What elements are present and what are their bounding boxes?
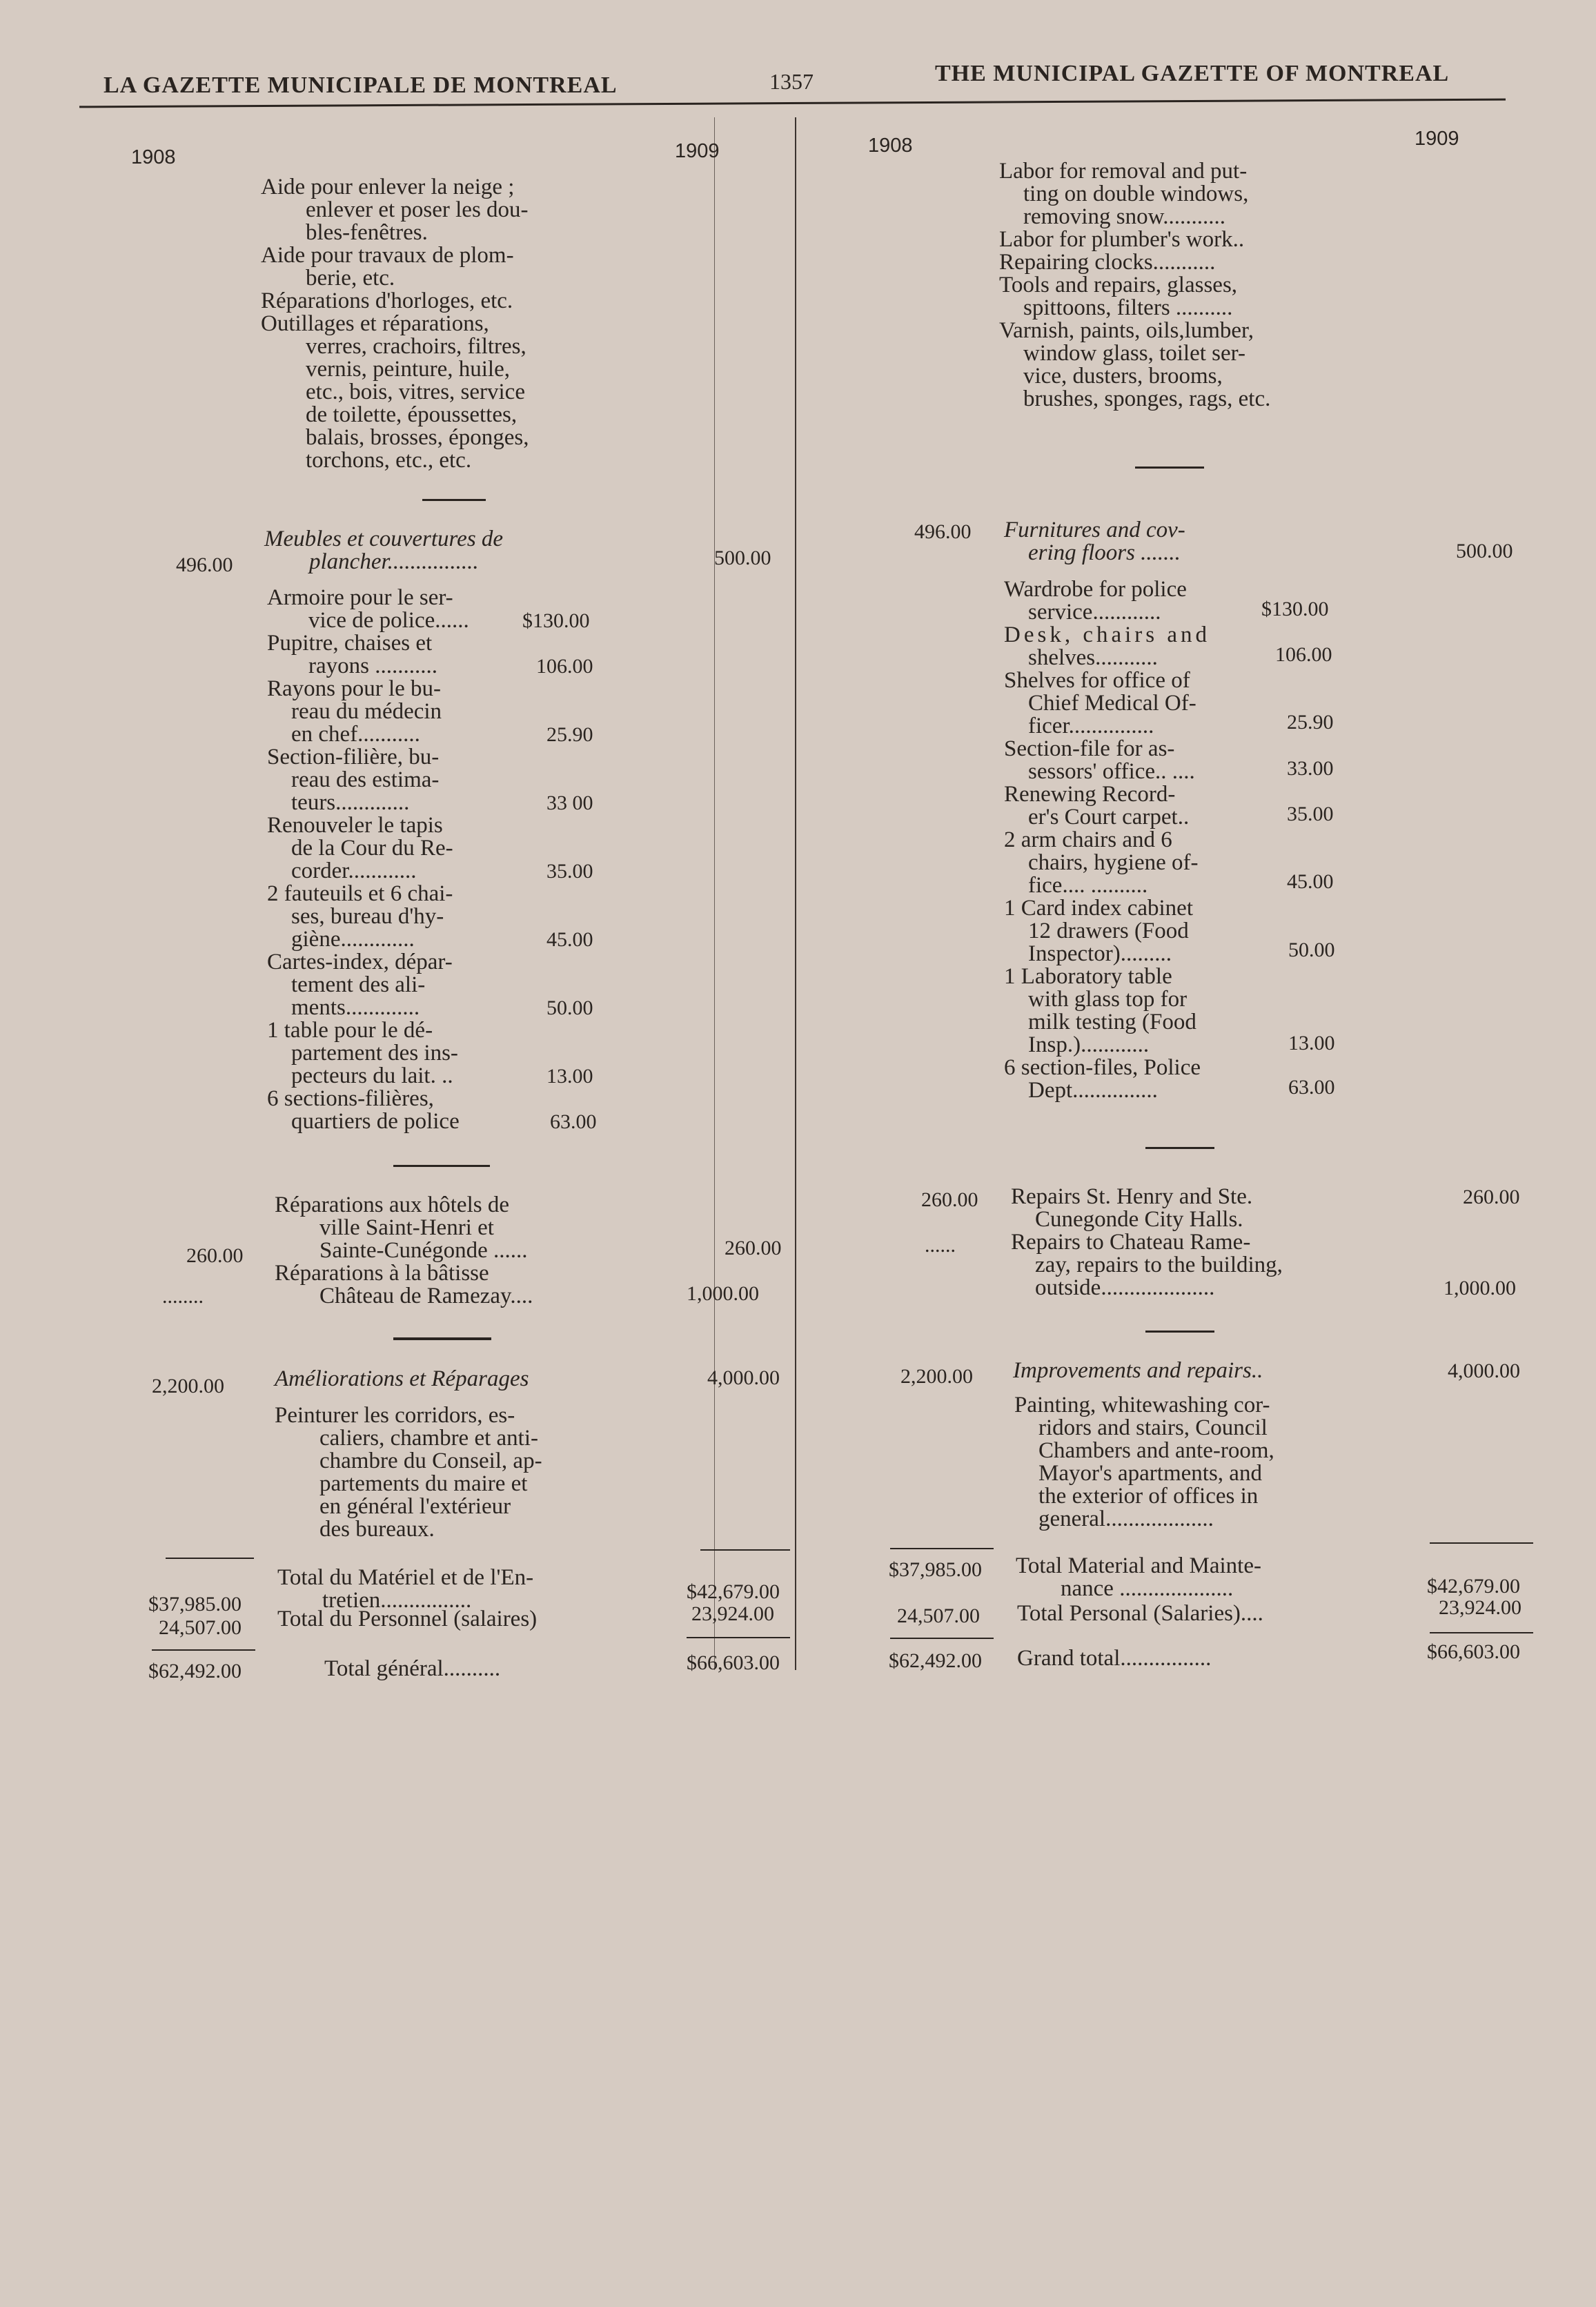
fr-total-mat-label xyxy=(277,1567,533,1612)
fr-meubles-1908: 496.00 xyxy=(176,553,233,576)
fr-meubles-title xyxy=(264,528,503,573)
fr-amel-line: chambre du Conseil, ap- xyxy=(319,1449,542,1473)
en-impr-line: general................... xyxy=(1038,1506,1214,1531)
fr-item xyxy=(267,951,605,1019)
fr-meubles-title-line: plancher................ xyxy=(309,549,479,574)
fr-grand-1908: $62,492.00 xyxy=(148,1660,242,1682)
fr-item-line: rayons ........... xyxy=(308,654,437,678)
en-separator xyxy=(1145,1331,1214,1333)
en-item-line: Chief Medical Of- xyxy=(1028,691,1196,716)
en-furn-1908: 496.00 xyxy=(914,520,972,543)
fr-items-list xyxy=(267,587,605,1133)
fr-meubles-1909: 500.00 xyxy=(714,547,771,569)
en-impr-line: ridors and stairs, Council xyxy=(1038,1415,1268,1440)
fr-rep-dots: ........ xyxy=(162,1285,204,1308)
en-item-line: Wardrobe for police xyxy=(1004,577,1187,602)
en-grand-rule xyxy=(1430,1632,1533,1633)
en-repairs-line: outside.................... xyxy=(1035,1275,1215,1300)
fr-item-amount: 33 00 xyxy=(546,792,593,814)
en-total-pers-label: Total Personal (Salaries).... xyxy=(1017,1601,1263,1626)
en-item-amount: 33.00 xyxy=(1287,757,1334,780)
en-total-mat-1908: $37,985.00 xyxy=(889,1558,982,1581)
fr-amel-title: Améliorations et Réparages xyxy=(275,1366,529,1391)
header-left-title: LA GAZETTE MUNICIPALE DE MONTREAL xyxy=(104,72,618,98)
fr-item-line: partement des ins- xyxy=(291,1041,458,1066)
header-rule xyxy=(79,99,1506,108)
fr-rep-line: ville Saint-Henri et xyxy=(319,1215,494,1240)
fr-amel-block xyxy=(275,1404,542,1541)
en-rep-1909-a: 260.00 xyxy=(1463,1186,1520,1208)
en-impr-line: the exterior of offices in xyxy=(1038,1484,1259,1509)
en-item-line: chairs, hygiene of- xyxy=(1028,850,1199,875)
en-impr-line: Mayor's apartments, and xyxy=(1038,1461,1262,1486)
en-item-amount: 106.00 xyxy=(1275,643,1332,666)
fr-item-line: teurs............. xyxy=(291,790,410,815)
en-item-line: Section-file for as- xyxy=(1004,736,1175,761)
en-impr-line: Painting, whitewashing cor- xyxy=(1014,1393,1270,1417)
en-furn-title xyxy=(1004,519,1185,565)
en-impr-line: Chambers and ante-room, xyxy=(1038,1438,1274,1463)
en-item-line: 1 Card index cabinet xyxy=(1004,896,1193,921)
en-repairs-line: Repairs St. Henry and Ste. xyxy=(1011,1184,1253,1209)
fr-grand-label: Total général.......... xyxy=(324,1656,501,1681)
fr-separator xyxy=(393,1337,491,1340)
en-total-rule xyxy=(890,1548,994,1549)
en-item-line: service............ xyxy=(1028,600,1161,625)
fr-item-line: reau du médecin xyxy=(291,699,442,724)
en-item-line: shelves........... xyxy=(1028,645,1158,670)
fr-item xyxy=(267,1088,605,1133)
fr-amel-line: des bureaux. xyxy=(319,1517,435,1542)
en-item-line: 6 section-files, Police xyxy=(1004,1055,1201,1080)
fr-item-amount: $130.00 xyxy=(522,609,590,632)
fr-amel-1908: 2,200.00 xyxy=(152,1375,224,1397)
fr-aide-line: Aide pour travaux de plom- xyxy=(261,243,514,268)
fr-item-line: ses, bureau d'hy- xyxy=(291,904,444,929)
en-item-line: er's Court carpet.. xyxy=(1028,805,1190,829)
en-labor-line: window glass, toilet ser- xyxy=(1023,341,1245,366)
fr-item xyxy=(267,814,605,883)
en-separator xyxy=(1145,1147,1214,1149)
fr-total-rule xyxy=(700,1549,790,1551)
fr-item-line: de la Cour du Re- xyxy=(291,836,453,861)
en-repairs-line: Cunegonde City Halls. xyxy=(1035,1207,1243,1232)
en-item xyxy=(1004,965,1363,1057)
fr-item-amount: 35.00 xyxy=(546,860,593,883)
fr-aide-line: bles-fenêtres. xyxy=(306,220,428,245)
en-grand-1909: $66,603.00 xyxy=(1427,1640,1520,1663)
fr-item-line: tement des ali- xyxy=(291,972,426,997)
en-item-line: 12 drawers (Food xyxy=(1028,919,1189,943)
fr-aide-line: torchons, etc., etc. xyxy=(306,448,472,473)
en-item-line: with glass top for xyxy=(1028,987,1188,1012)
en-items-list xyxy=(1004,578,1363,1102)
fr-item-line: vice de police...... xyxy=(308,608,469,633)
en-labor-line: spittoons, filters .......... xyxy=(1023,295,1233,320)
fr-item xyxy=(267,632,605,678)
fr-rep-line: Réparations aux hôtels de xyxy=(275,1192,509,1217)
en-item-line: 2 arm chairs and 6 xyxy=(1004,827,1172,852)
en-item-line: milk testing (Food xyxy=(1028,1010,1196,1034)
en-repairs-line: Repairs to Chateau Rame- xyxy=(1011,1230,1251,1255)
fr-grand-rule xyxy=(152,1649,255,1651)
year-1909-left: 1909 xyxy=(675,140,720,162)
fr-item-amount: 63.00 xyxy=(550,1110,597,1133)
en-item-amount: 25.90 xyxy=(1287,711,1334,734)
fr-item xyxy=(267,746,605,814)
header-right-title: THE MUNICIPAL GAZETTE OF MONTREAL xyxy=(935,61,1450,86)
fr-item xyxy=(267,1019,605,1088)
fr-item-line: 6 sections-filières, xyxy=(267,1086,434,1111)
fr-grand-1909: $66,603.00 xyxy=(687,1651,780,1674)
fr-rep-line: Sainte-Cunégonde ...... xyxy=(319,1238,528,1263)
en-total-pers-1909: 23,924.00 xyxy=(1439,1596,1521,1619)
fr-item-line: Pupitre, chaises et xyxy=(267,631,433,656)
fr-item-line: Cartes-index, dépar- xyxy=(267,950,453,974)
fr-aide-line: etc., bois, vitres, service xyxy=(306,380,525,404)
en-item-line: Dept............... xyxy=(1028,1078,1158,1103)
en-item-amount: 45.00 xyxy=(1287,870,1334,893)
en-impr-title: Improvements and repairs.. xyxy=(1013,1358,1263,1383)
fr-item xyxy=(267,678,605,746)
en-item xyxy=(1004,578,1363,624)
en-impr-block xyxy=(1014,1394,1274,1531)
en-labor-line: Repairing clocks........... xyxy=(999,250,1216,275)
en-repairs-line: zay, repairs to the building, xyxy=(1035,1253,1283,1277)
en-labor-line: brushes, sponges, rags, etc. xyxy=(1023,386,1271,411)
en-grand-label: Grand total................ xyxy=(1017,1646,1212,1671)
en-repairs-block xyxy=(1011,1186,1283,1299)
fr-amel-line: caliers, chambre et anti- xyxy=(319,1426,538,1451)
en-item-line: ficer............... xyxy=(1028,714,1154,738)
fr-amel-line: partements du maire et xyxy=(319,1471,528,1496)
fr-aide-block xyxy=(261,176,529,472)
en-item xyxy=(1004,897,1363,965)
year-1909-right: 1909 xyxy=(1415,128,1459,150)
en-labor-line: Labor for removal and put- xyxy=(999,159,1248,184)
fr-item-line: giène............. xyxy=(291,927,415,952)
en-impr-1908: 2,200.00 xyxy=(900,1365,973,1388)
en-item xyxy=(1004,1057,1363,1102)
fr-item-line: reau des estima- xyxy=(291,767,440,792)
en-labor-line: Tools and repairs, glasses, xyxy=(999,273,1238,297)
fr-aide-line: berie, etc. xyxy=(306,266,395,291)
fr-rep-1909-a: 260.00 xyxy=(725,1237,782,1259)
fr-item-line: ments............. xyxy=(291,995,420,1020)
en-rep-1908: 260.00 xyxy=(921,1188,978,1211)
fr-aide-line: Outillages et réparations, xyxy=(261,311,489,336)
fr-item-line: quartiers de police xyxy=(291,1109,460,1134)
en-item-line: sessors' office.. .... xyxy=(1028,759,1195,784)
fr-total-mat-line: Total du Matériel et de l'En- xyxy=(277,1565,534,1590)
en-item-line: Desk, chairs and xyxy=(1004,622,1211,647)
page-number: 1357 xyxy=(769,69,814,94)
en-grand-1908: $62,492.00 xyxy=(889,1649,982,1672)
en-rep-dots: ...... xyxy=(925,1234,956,1257)
fr-item-amount: 106.00 xyxy=(536,655,593,678)
fr-rep-line: Château de Ramezay.... xyxy=(319,1284,533,1308)
en-item xyxy=(1004,624,1363,669)
fr-aide-line: vernis, peinture, huile, xyxy=(306,357,511,382)
fr-separator xyxy=(422,499,486,501)
fr-amel-line: en général l'extérieur xyxy=(319,1494,511,1519)
fr-total-rule xyxy=(166,1558,254,1559)
en-labor-line: removing snow........... xyxy=(1023,204,1226,229)
fr-item-line: corder............ xyxy=(291,858,417,883)
en-item xyxy=(1004,783,1363,829)
fr-item-line: Rayons pour le bu- xyxy=(267,676,442,701)
en-item-line: 1 Laboratory table xyxy=(1004,964,1172,989)
fr-aide-line: de toilette, époussettes, xyxy=(306,402,518,427)
fr-item-amount: 25.90 xyxy=(546,723,593,746)
en-furn-title-line: Furnitures and cov- xyxy=(1004,518,1185,542)
en-item xyxy=(1004,829,1363,897)
fr-item-amount: 45.00 xyxy=(546,928,593,951)
fr-aide-line: enlever et poser les dou- xyxy=(306,197,529,222)
fr-separator xyxy=(393,1165,490,1167)
fr-total-mat-1908: $37,985.00 xyxy=(148,1593,242,1616)
fr-rep-line: Réparations à la bâtisse xyxy=(275,1261,489,1286)
en-item xyxy=(1004,738,1363,783)
en-total-mat-line: Total Material and Mainte- xyxy=(1016,1553,1261,1578)
en-item-line: Shelves for office of xyxy=(1004,668,1190,693)
en-rep-1909-b: 1,000.00 xyxy=(1444,1277,1516,1299)
en-total-mat-1909: $42,679.00 xyxy=(1427,1575,1520,1598)
fr-rep-1908: 260.00 xyxy=(186,1244,244,1267)
fr-item-line: Section-filière, bu- xyxy=(267,745,440,769)
fr-meubles-title-line: Meubles et couvertures de xyxy=(264,527,504,551)
fr-total-pers-1908: 24,507.00 xyxy=(159,1616,242,1639)
fr-aide-line: balais, brosses, éponges, xyxy=(306,425,529,450)
fr-amel-1909: 4,000.00 xyxy=(707,1366,780,1389)
fr-aide-line: Réparations d'horloges, etc. xyxy=(261,288,513,313)
fr-amel-line: Peinturer les corridors, es- xyxy=(275,1403,515,1428)
fr-total-mat-line: tretien................ xyxy=(322,1588,472,1613)
en-grand-rule xyxy=(890,1638,994,1639)
en-item-amount: $130.00 xyxy=(1261,598,1329,620)
en-labor-line: Varnish, paints, oils,lumber, xyxy=(999,318,1254,343)
en-furn-title-line: ering floors ....... xyxy=(1028,540,1181,565)
en-item-line: fice.... .......... xyxy=(1028,873,1148,898)
fr-total-pers-1909: 23,924.00 xyxy=(691,1602,774,1625)
fr-aide-line: Aide pour enlever la neige ; xyxy=(261,175,515,199)
en-labor-line: vice, dusters, brooms, xyxy=(1023,364,1223,389)
en-labor-block xyxy=(999,160,1270,411)
fr-total-mat-1909: $42,679.00 xyxy=(687,1580,780,1603)
column-divider xyxy=(795,117,796,1670)
fr-aide-line: verres, crachoirs, filtres, xyxy=(306,334,526,359)
fr-item-line: en chef........... xyxy=(291,722,420,747)
year-1908-right: 1908 xyxy=(868,135,913,157)
fr-rep-1909-b: 1,000.00 xyxy=(687,1282,759,1305)
en-total-rule xyxy=(1430,1542,1533,1544)
en-labor-line: ting on double windows, xyxy=(1023,181,1249,206)
fr-item-line: Renouveler le tapis xyxy=(267,813,443,838)
fr-item xyxy=(267,587,605,632)
fr-item-line: Armoire pour le ser- xyxy=(267,585,453,610)
fr-total-pers-label: Total du Personnel (salaires) xyxy=(277,1607,538,1631)
en-item-amount: 13.00 xyxy=(1288,1032,1335,1054)
fr-item-amount: 13.00 xyxy=(546,1065,593,1088)
en-item-line: Inspector)......... xyxy=(1028,941,1172,966)
fr-grand-rule xyxy=(687,1637,790,1638)
en-separator xyxy=(1135,467,1204,469)
en-total-pers-1908: 24,507.00 xyxy=(897,1604,980,1627)
en-item-amount: 50.00 xyxy=(1288,939,1335,961)
en-item-amount: 63.00 xyxy=(1288,1076,1335,1099)
en-labor-line: Labor for plumber's work.. xyxy=(999,227,1245,252)
fr-item xyxy=(267,883,605,951)
fr-reparations-block xyxy=(275,1194,533,1308)
fr-item-line: 1 table pour le dé- xyxy=(267,1018,433,1043)
fr-item-amount: 50.00 xyxy=(546,997,593,1019)
en-furn-1909: 500.00 xyxy=(1456,540,1513,562)
inner-divider-left xyxy=(714,117,715,1670)
en-total-mat-label xyxy=(1016,1555,1261,1600)
year-1908-left: 1908 xyxy=(131,146,176,168)
en-item-amount: 35.00 xyxy=(1287,803,1334,825)
en-item xyxy=(1004,669,1363,738)
en-item-line: Insp.)............ xyxy=(1028,1032,1150,1057)
en-total-mat-line: nance .................... xyxy=(1061,1576,1234,1601)
fr-item-line: 2 fauteuils et 6 chai- xyxy=(267,881,453,906)
en-impr-1909: 4,000.00 xyxy=(1448,1359,1520,1382)
en-item-line: Renewing Record- xyxy=(1004,782,1176,807)
fr-item-line: pecteurs du lait. .. xyxy=(291,1063,453,1088)
